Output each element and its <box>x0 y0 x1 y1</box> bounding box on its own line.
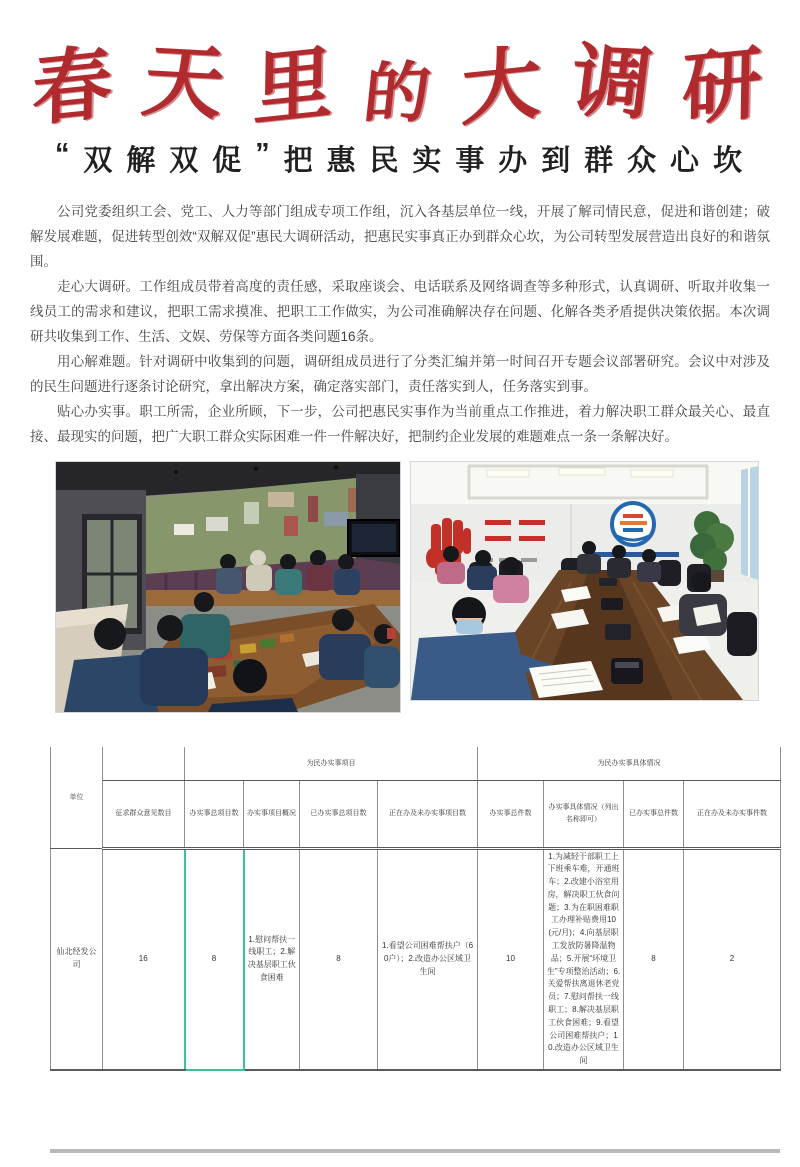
body-paragraph-intro: 公司党委组织工会、党工、人力等部门组成专项工作组，沉入各基层单位一线，开展了解司情民意，促进和谐创建；破解发展难题，促进转型创效“双解双促”惠民大调研活动，把惠民实事真正办到群众心坎，为公司转型发展营造出良好的和谐氛围。 <box>30 204 770 269</box>
summary-table <box>50 747 781 1071</box>
pending-projects-cell: 1.看望公司困难帮扶户（60户）；2.改造办公区域卫生间 <box>378 848 478 1070</box>
completed-items-cell: 8 <box>624 848 684 1070</box>
page-subtitle: “ 双 解 双 促 ” 把 惠 民 实 事 办 到 群 众 心 坎 <box>55 138 742 177</box>
page-title: 春 天 里 的 大 调 研 <box>31 33 763 138</box>
total-items-cell: 10 <box>478 848 544 1070</box>
col-header-total-items: 办实事总件数 <box>478 780 544 848</box>
meeting-photo-right <box>411 462 758 700</box>
empty-group-cell <box>103 747 185 780</box>
meeting-photo-right-frame <box>410 461 759 701</box>
meeting-photo-left-frame <box>55 461 401 713</box>
table-row <box>51 848 781 1070</box>
unit-cell: 仙北经发公司 <box>51 848 103 1070</box>
body-paragraph-solve: 用心解难题。针对调研中收集到的问题，调研组成员进行了分类汇编并第一时间召开专题会议部署研究。会议中对涉及的民生问题进行逐条讨论研究，拿出解决方案，确定落实部门，责任落实到人，任务落实到事。 <box>30 354 770 394</box>
group-header-details: 为民办实事具体情况 <box>478 747 781 780</box>
bottom-divider <box>50 1149 780 1153</box>
pending-items-cell: 2 <box>684 848 781 1070</box>
article-body <box>30 199 770 449</box>
col-header-item-details: 办实事具体情况（列出名称即可） <box>544 780 624 848</box>
project-overview-cell: 1.慰问帮扶一线职工；2.解决基层职工伙食困难 <box>244 848 300 1070</box>
body-paragraph-action: 贴心办实事。职工所需，企业所顾，下一步，公司把惠民实事作为当前重点工作推进，着力解决职工群众最关心、最直接、最现实的问题，把广大职工群众实际困难一件一件解决好，把制约企业发展的难题难点一条一条解决好。 <box>30 404 770 444</box>
group-header-projects: 为民办实事项目 <box>185 747 478 780</box>
col-header-completed-projects: 已办实事总项目数 <box>300 780 378 848</box>
col-header-opinions: 征求群众意见数目 <box>103 780 185 848</box>
completed-projects-cell: 8 <box>300 848 378 1070</box>
opinions-count-cell: 16 <box>103 848 185 1070</box>
meeting-photo-left <box>56 462 400 712</box>
col-header-pending-items: 正在办及未办实事件数 <box>684 780 781 848</box>
col-header-pending-projects: 正在办及未办实事项目数 <box>378 780 478 848</box>
table-section <box>50 747 800 1071</box>
unit-header: 单位 <box>51 747 103 848</box>
col-header-total-projects: 办实事总项目数 <box>185 780 244 848</box>
col-header-project-overview: 办实事项目概况 <box>244 780 300 848</box>
photo-row <box>55 461 800 713</box>
col-header-completed-items: 已办实事总件数 <box>624 780 684 848</box>
item-details-cell: 1.为减轻干部职工上下班乘车难，开通班车；2.改建小浴室用房，解决职工伙食问题；3.为在职困难职工办理补贴费用10(元/月)；4.向基层职工发放防暑降温物品；5.开展“环境卫生”专项整治活动；6.关爱帮扶离退休老党员；7.慰问帮扶一线职工；8.解决基层职工伙食困难；9.看望公司困难帮扶户；10.改造办公区域卫生间 <box>544 848 624 1070</box>
body-paragraph-research: 走心大调研。工作组成员带着高度的责任感，采取座谈会、电话联系及网络调查等多种形式，认真调研、听取并收集一线员工的需求和建议，把职工需求摸准、把职工工作做实，为公司准确解决存在问题、化解各类矛盾提供决策依据。本次调研共收集到工作、生活、文娱、劳保等方面各类问题16条。 <box>30 279 770 344</box>
total-projects-cell-highlighted: 8 <box>185 848 244 1070</box>
